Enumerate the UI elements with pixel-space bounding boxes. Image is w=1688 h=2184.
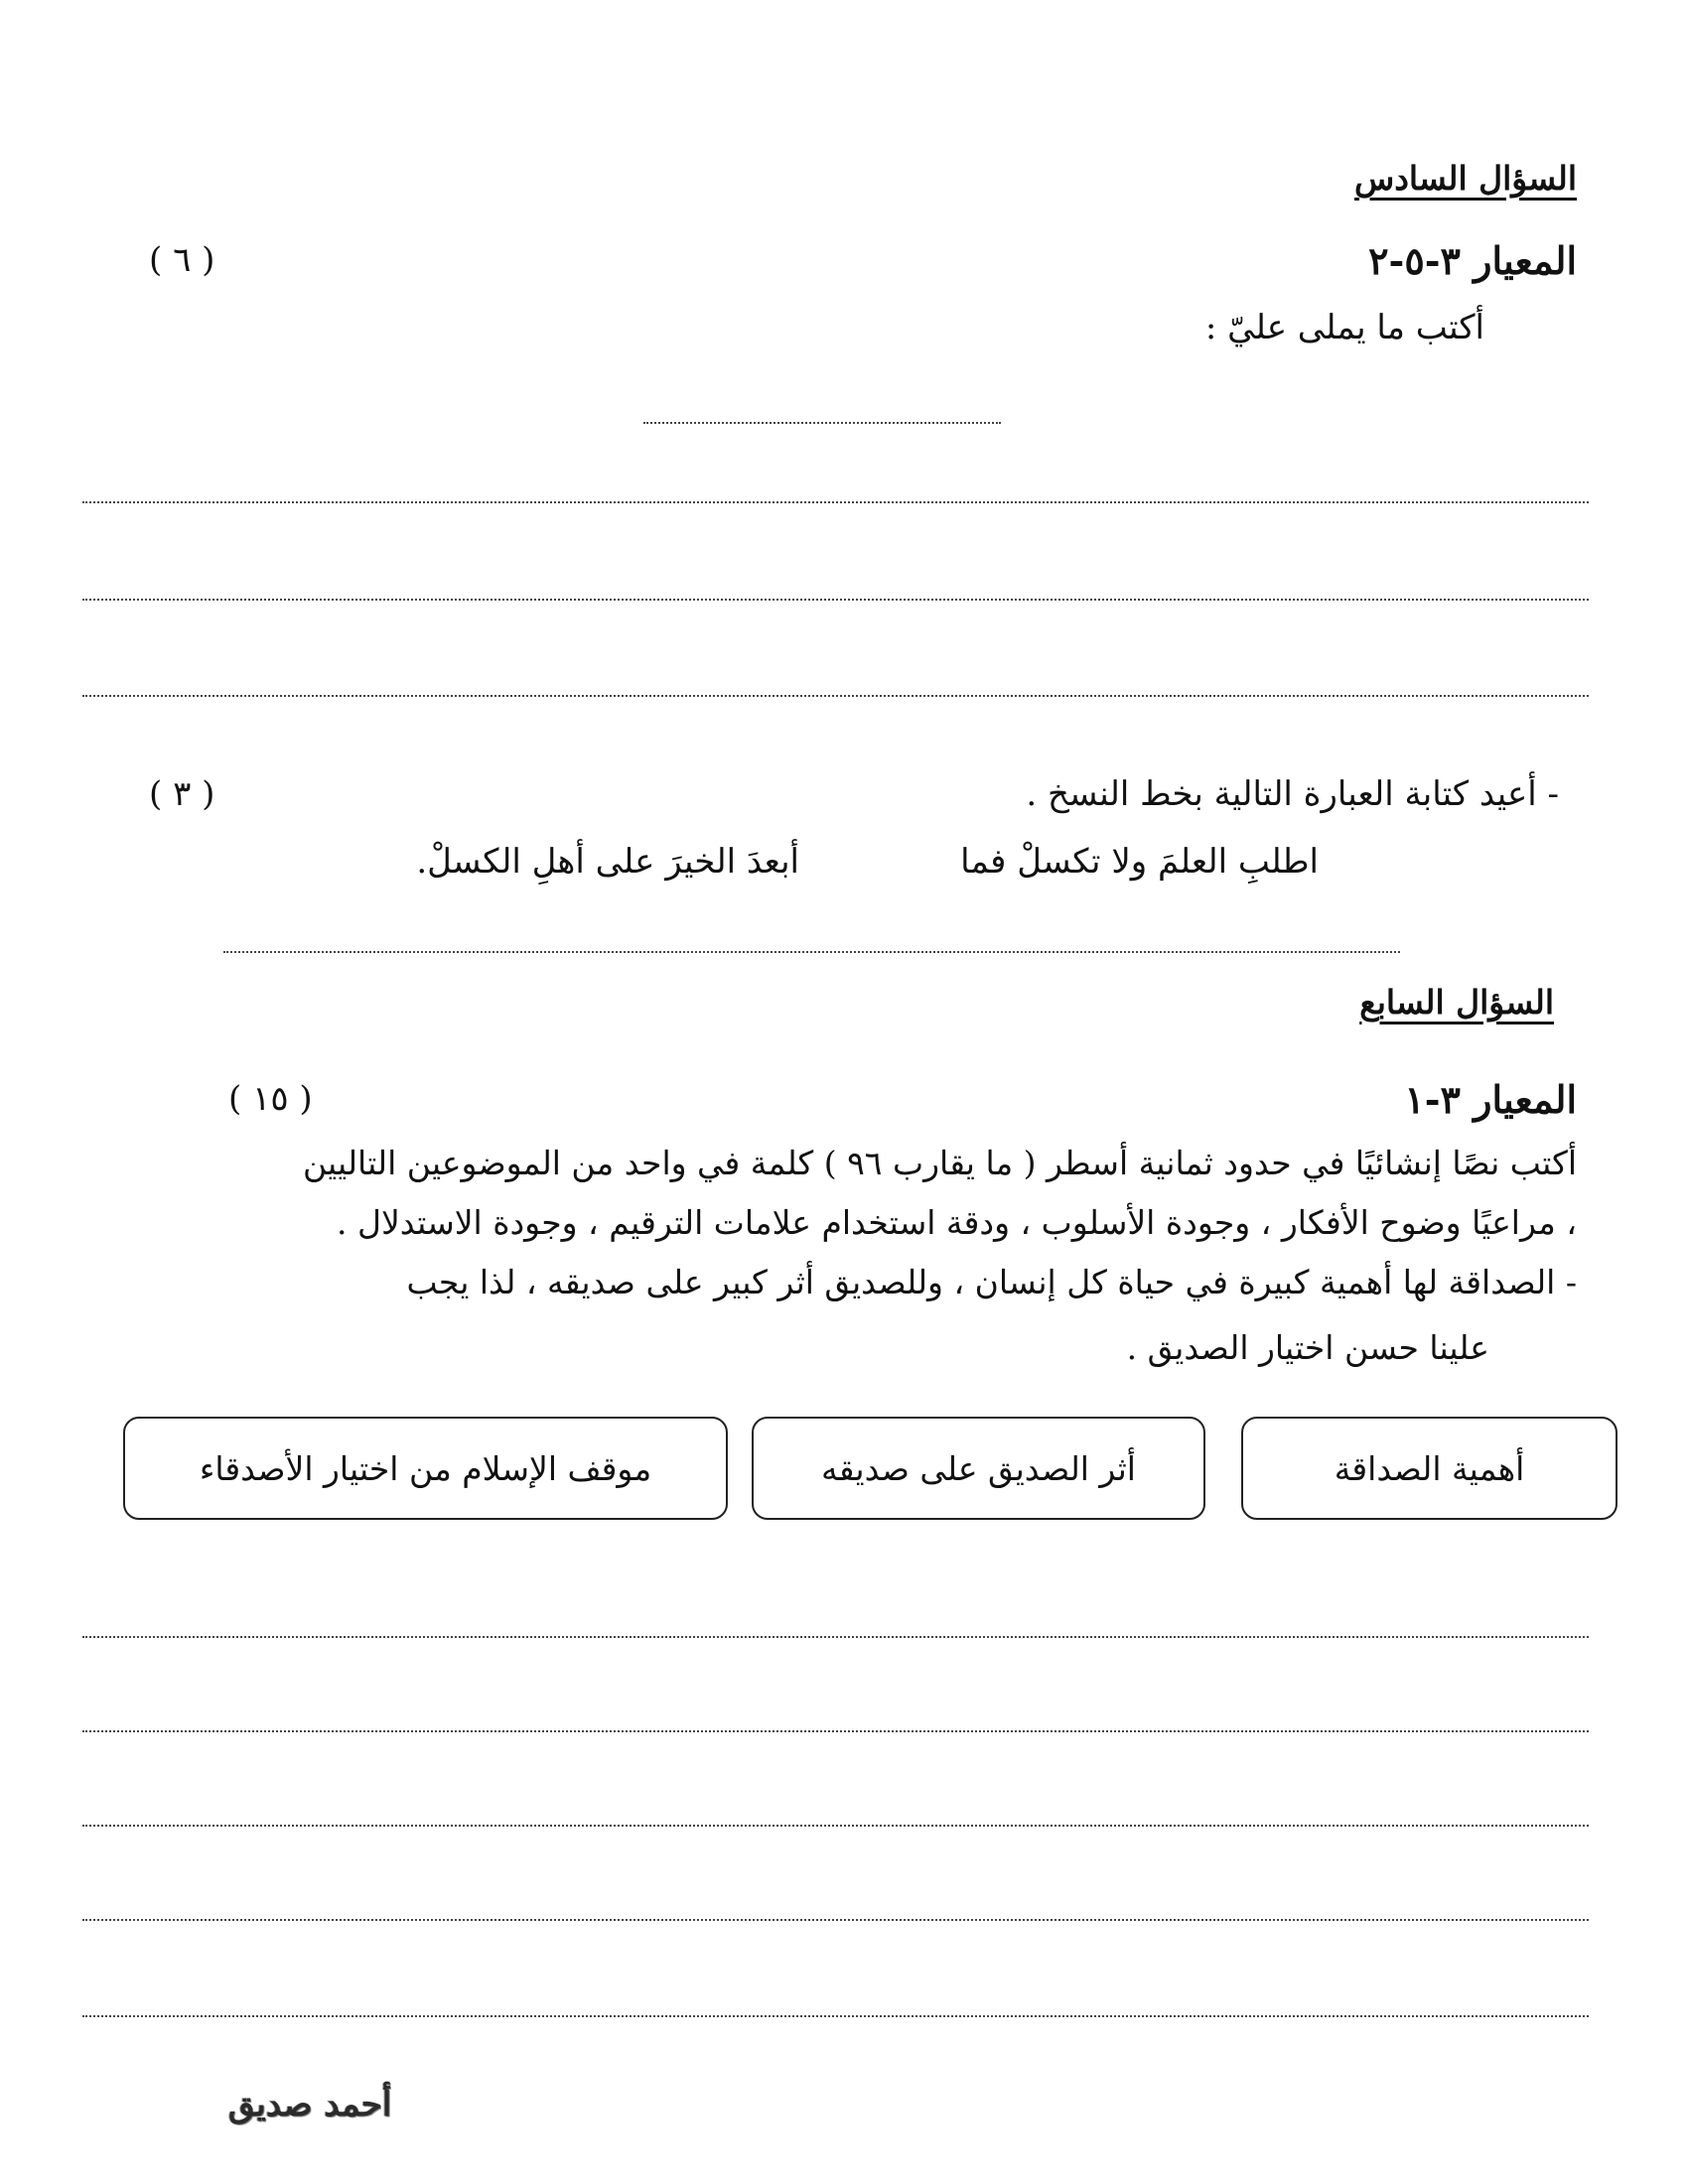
question-7-standard: المعيار ٣-١	[1404, 1077, 1577, 1122]
answer-line[interactable]	[643, 422, 1001, 424]
topic-box-friendship-importance: أهمية الصداقة	[1241, 1417, 1618, 1520]
question-6-marks: ( ٦ )	[149, 240, 215, 280]
topic-box-islam-stance: موقف الإسلام من اختيار الأصدقاء	[123, 1417, 728, 1520]
essay-instruction-line-1: أكتب نصًا إنشائيًا في حدود ثمانية أسطر ( ما يقارب ٩٦ ) كلمة في واحد من الموضوعين التاليين	[302, 1144, 1577, 1182]
author-signature: أحمد صديق	[228, 2085, 392, 2124]
verse-second-half: أبعدَ الخيرَ على أهلِ الكسلْ.	[416, 842, 799, 882]
answer-line[interactable]	[82, 1636, 1589, 1638]
answer-line[interactable]	[82, 2015, 1589, 2017]
answer-line[interactable]	[82, 599, 1589, 601]
question-7-title: السؤال السابع	[1359, 983, 1554, 1022]
answer-line[interactable]	[223, 951, 1400, 953]
copy-instruction: - أعيد كتابة العبارة التالية بخط النسخ .	[1026, 774, 1559, 814]
topic-box-friend-influence: أثر الصديق على صديقه	[752, 1417, 1205, 1520]
question-6-title: السؤال السادس	[1353, 159, 1577, 198]
answer-line[interactable]	[82, 695, 1589, 697]
answer-line[interactable]	[82, 501, 1589, 503]
question-6-standard: المعيار ٣-٥-٢	[1368, 238, 1577, 283]
question-7-marks: ( ١٥ )	[228, 1079, 313, 1119]
answer-line[interactable]	[82, 1730, 1589, 1732]
answer-line[interactable]	[82, 1825, 1589, 1827]
essay-topic-line-1: - الصداقة لها أهمية كبيرة في حياة كل إنسان ، وللصديق أثر كبير على صديقه ، لذا يجب	[406, 1263, 1577, 1301]
verse-first-half: اطلبِ العلمَ ولا تكسلْ فما	[960, 842, 1319, 882]
copy-marks: ( ٣ )	[149, 774, 215, 814]
answer-line[interactable]	[82, 1919, 1589, 1921]
essay-topic-line-2: علينا حسن اختيار الصديق .	[1126, 1328, 1489, 1367]
essay-instruction-line-2: ، مراعيًا وضوح الأفكار ، وجودة الأسلوب ، ودقة استخدام علامات الترقيم ، وجودة الاستدلال .	[337, 1203, 1577, 1242]
dictation-instruction: أكتب ما يملى عليّ :	[1204, 308, 1484, 347]
